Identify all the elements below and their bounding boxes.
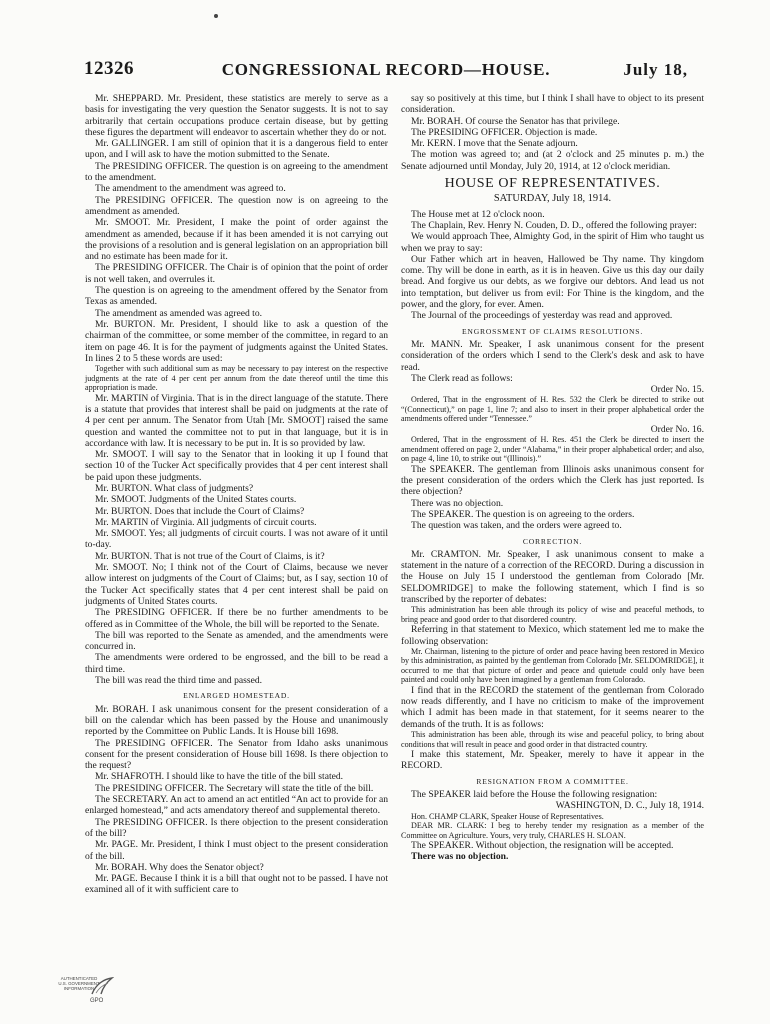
paragraph: The PRESIDING OFFICER. If there be no further amendments to be offered as in Committee of the Whole, the bill will be reported to the Senate. — [85, 607, 388, 630]
paragraph: The House met at 12 o'clock noon. — [411, 208, 545, 220]
paragraph: The Journal of the proceedings of yesterday was read and approved. — [411, 310, 673, 322]
paragraph: The SPEAKER. The question is on agreeing to the orders. — [411, 508, 635, 520]
paragraph: The motion was agreed to; and (at 2 o'clock and 25 minutes p. m.) the Senate adjourned until Monday, July 20, 1914, at 12 o'clock meridian. — [401, 149, 704, 172]
quoted-text: Together with such additional sum as may be necessary to pay interest on the respective judgments at the rate of 4 per cent per annum from the date thereof until the time this appropriation is made. — [85, 364, 388, 393]
paragraph: Mr. PAGE. Mr. President, I think I must object to the present consideration of the bill. — [85, 839, 388, 862]
paragraph: Our Father which art in heaven, Hallowed be Thy name. Thy kingdom come. Thy will be done in earth, as it is in heaven. Give us this day our daily bread. And forgive us our debts, as we forgive our debtors. And lead us not into temptation, but deliver us from evil: For Thine is the kingdom, and the power, and the glory, for ever. Amen. — [401, 253, 704, 311]
paragraph: The PRESIDING OFFICER. The Secretary will state the title of the bill. — [95, 782, 374, 794]
paragraph: I make this statement, Mr. Speaker, merely to have it appear in the RECORD. — [401, 749, 704, 772]
paragraph: The amendment to the amendment was agreed to. — [95, 183, 286, 195]
paragraph: The Clerk read as follows: — [411, 372, 513, 384]
paragraph: Mr. GALLINGER. I am still of opinion that it is a dangerous field to enter upon, and I will ask to have the motion submitted to the Senate. — [85, 138, 388, 161]
quoted-text: DEAR MR. CLARK: I beg to hereby tender my resignation as a member of the Committee on Agriculture. Yours, very truly, CHARLES H. SLOAN. — [401, 821, 704, 840]
paragraph: There was no objection. — [411, 497, 504, 509]
paragraph: Mr. BORAH. Why does the Senator object? — [95, 861, 264, 873]
paragraph: Mr. SMOOT. Mr. President, I make the point of order against the amendment as amended, because if it has been amended it is not carrying out the provisions of a resolution and is general legislation on an appropriation bill and no estimate has been made for it. — [85, 217, 388, 263]
quoted-text: Ordered, That in the engrossment of H. Res. 532 the Clerk be directed to strike out “(Connecticut),” on page 1, line 7; and also to insert in their proper alphabetical order the amendments offered under “Tennessee.” — [401, 395, 704, 424]
quoted-text: Ordered, That in the engrossment of H. Res. 451 the Clerk be directed to insert the amendment offered on page 2, under “Alabama,” in their proper alphabetical order; and also, on page 4, line 10, to strike out “(Illinois).” — [401, 435, 704, 464]
paragraph: Mr. KERN. I move that the Senate adjourn. — [411, 138, 578, 150]
order-label: Order No. 16. — [650, 423, 704, 435]
paragraph: We would approach Thee, Almighty God, in the spirit of Him who taught us when we pray to say: — [401, 231, 704, 254]
paragraph: The amendment as amended was agreed to. — [95, 307, 263, 319]
session-date: SATURDAY, July 18, 1914. — [493, 193, 612, 205]
paragraph: Mr. CRAMTON. Mr. Speaker, I ask unanimous consent to make a statement in the nature of a correction of the RECORD. During a discussion in the House on July 15 I understood the gentleman from Colorado [Mr. SELDOMRIDGE] to make the following statement, which I find is so transcribed by the reporter of debates: — [401, 548, 704, 605]
paragraph: Mr. BURTON. That is not true of the Court of Claims, is it? — [95, 550, 325, 562]
paragraph: Mr. SMOOT. I will say to the Senator that in looking it up I found that section 10 of the Tucker Act specifically provides that 4 per cent interest shall be paid upon these judgments. — [85, 449, 388, 483]
paragraph: The PRESIDING OFFICER. The Chair is of opinion that the point of order is not well taken, and overrules it. — [85, 262, 388, 285]
paragraph: The amendments were ordered to be engrossed, and the bill to be read a third time. — [85, 652, 388, 675]
gpo-authentication-stamp — [56, 976, 116, 1008]
subsection-heading: ENLARGED HOMESTEAD. — [183, 691, 290, 701]
paragraph: The question is on agreeing to the amendment offered by the Senator from Texas as amended. — [85, 285, 388, 308]
paragraph: The bill was read the third time and passed. — [95, 675, 263, 687]
page-title: CONGRESSIONAL RECORD—HOUSE. — [221, 60, 551, 79]
paragraph: The SPEAKER laid before the House the following resignation: — [411, 788, 658, 800]
paragraph: The PRESIDING OFFICER. Is there objection to the present consideration of the bill? — [85, 816, 388, 839]
paragraph: Mr. BURTON. Mr. President, I should like to ask a question of the chairman of the committee, or some member of the committee, in regard to an item on page 46. It is for the payment of judgments against the United States. In lines 2 to 5 these words are used: — [85, 318, 388, 364]
stamp-caption: AUTHENTICATED U.S. GOVERNMENT INFORMATION — [58, 976, 100, 991]
left-column — [85, 93, 388, 896]
paragraph: The SPEAKER. Without objection, the resignation will be accepted. — [411, 840, 674, 852]
paragraph: Mr. SHEPPARD. Mr. President, these statistics are merely to serve as a basis for investigating the very question the Senator suggests. It is not to say arbitrarily that certain occupations produce certain disease, but by getting these figures the department will endeavor to ascertain whether they do or not. — [85, 93, 388, 138]
paragraph: Mr. MARTIN of Virginia. That is in the direct language of the statute. There is a statute that provides that interest shall be paid on judgments at the rate of 4 per cent per annum. The Senator from Utah [Mr. SMOOT] raised the same question and wanted the committee not to put in that language, but it is in accordance with law. It is necessary to be put in. It is so provided by law. — [85, 392, 388, 449]
page-date: July 18, — [623, 60, 688, 79]
eagle-icon — [90, 976, 114, 998]
paragraph: Mr. SHAFROTH. I should like to have the title of the bill stated. — [95, 771, 344, 783]
paragraph: There was no objection. — [411, 851, 509, 863]
stamp-mark: GPO — [90, 998, 104, 1004]
paragraph: Mr. BORAH. Of course the Senator has that privilege. — [411, 115, 620, 127]
quoted-text: This administration has been able through its policy of wise and peaceful methods, to bring peace and good order to that disordered country. — [401, 605, 704, 624]
subsection-heading: RESIGNATION FROM A COMMITTEE. — [476, 776, 629, 786]
paragraph: say so positively at this time, but I think I shall have to object to its present consideration. — [401, 93, 704, 116]
paragraph: I find that in the RECORD the statement of the gentleman from Colorado now reads differently, and I have no criticism to make of the improvement which I admit has been made in that statement, for it seems nearer to the demands of the truth. It is as follows: — [401, 684, 704, 730]
order-label: Order No. 15. — [650, 384, 704, 396]
paragraph: Mr. SMOOT. Yes; all judgments of circuit courts. I was not aware of it until to-day. — [85, 528, 388, 551]
paragraph: The Chaplain, Rev. Henry N. Couden, D. D., offered the following prayer: — [411, 219, 697, 231]
paragraph: The question was taken, and the orders were agreed to. — [411, 520, 622, 532]
paragraph: Mr. BORAH. I ask unanimous consent for the present consideration of a bill on the calendar which has been passed by the House and unanimously reported by the Committee on Public Lands. It is House bill 1698. — [85, 703, 388, 738]
paragraph: Mr. MARTIN of Virginia. All judgments of circuit courts. — [95, 516, 317, 528]
right-column — [401, 93, 704, 863]
paragraph: Mr. SMOOT. Judgments of the United States courts. — [95, 494, 297, 506]
page-number: 12326 — [84, 58, 134, 79]
subsection-heading: ENGROSSMENT OF CLAIMS RESOLUTIONS. — [461, 326, 644, 336]
subsection-heading: CORRECTION. — [522, 536, 583, 546]
paragraph: The SECRETARY. An act to amend an act entitled “An act to provide for an enlarged homestead,” and acts amendatory thereof and supplemental thereto. — [85, 794, 388, 817]
quoted-text: This administration has been able, through its wise and peaceful policy, to bring about conditions that will result in peace and good order in that distracted country. — [401, 730, 704, 749]
paragraph: Referring in that statement to Mexico, which statement led me to make the following observation: — [401, 624, 704, 647]
paragraph: The PRESIDING OFFICER. The Senator from Idaho asks unanimous consent for the present consideration of House bill 1698. Is there objection to the request? — [85, 737, 388, 772]
page-header — [84, 58, 688, 90]
paragraph: The PRESIDING OFFICER. The question is on agreeing to the amendment to the amendment. — [85, 160, 388, 184]
paragraph: Mr. MANN. Mr. Speaker, I ask unanimous consent for the present consideration of the orders which I send to the Clerk's desk and ask to have read. — [401, 338, 704, 373]
quoted-text: Hon. CHAMP CLARK, Speaker House of Representatives. — [411, 811, 604, 821]
paragraph: The bill was reported to the Senate as amended, and the amendments were concurred in. — [85, 629, 388, 653]
section-heading: HOUSE OF REPRESENTATIVES. — [444, 176, 661, 192]
paragraph: The PRESIDING OFFICER. The question now is on agreeing to the amendment as amended. — [85, 194, 388, 217]
order-label: WASHINGTON, D. C., July 18, 1914. — [555, 800, 704, 812]
paragraph: Mr. BURTON. Does that include the Court of Claims? — [95, 505, 305, 517]
paragraph: Mr. SMOOT. No; I think not of the Court of Claims, because we never allow interest on judgments of the Court of Claims; but, as I say, section 10 of the Tucker Act specifically states that 4 per cent interest shall be paid on judgments of United States courts. — [85, 562, 388, 607]
paragraph: Mr. BURTON. What class of judgments? — [95, 483, 254, 494]
paragraph: The SPEAKER. The gentleman from Illinois asks unanimous consent for the present consideration of the orders which the Clerk has just reported. Is there objection? — [401, 463, 704, 498]
quoted-text: Mr. Chairman, listening to the picture of order and peace having been restored in Mexico by this administration, as painted by the gentleman from Colorado [Mr. SELDOMRIDGE], it occurred to me that that picture of order and peace and quietude could only have been painted and could only have been imagined by a gentleman from Colorado. — [401, 646, 704, 685]
scan-speck — [214, 14, 218, 18]
paragraph: Mr. PAGE. Because I think it is a bill that ought not to be passed. I have not examined all of it with sufficient care to — [85, 873, 388, 896]
paragraph: The PRESIDING OFFICER. Objection is made. — [411, 126, 598, 138]
